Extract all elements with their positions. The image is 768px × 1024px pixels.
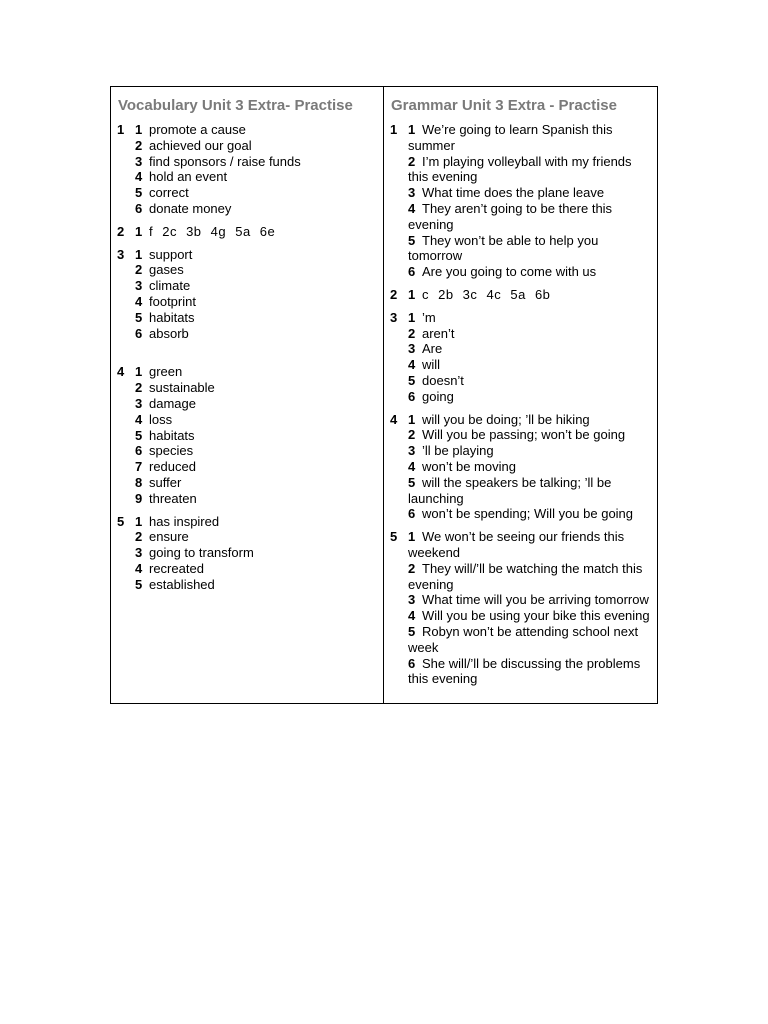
answer-number: 4	[408, 200, 416, 216]
exercise-number: 5	[117, 513, 125, 529]
answer-number: 2	[408, 325, 416, 341]
answer-number: 4	[135, 169, 143, 185]
answer-item	[135, 475, 377, 491]
grammar-exercises	[390, 122, 651, 687]
answer-item	[135, 412, 377, 428]
exercise	[117, 514, 377, 593]
answer-item	[408, 185, 651, 201]
answer-number: 8	[135, 474, 143, 490]
answer-text: ’m	[422, 309, 436, 325]
answer-number: 2	[135, 529, 143, 545]
answer-number: 4	[135, 560, 143, 576]
answer-number: 3	[135, 395, 143, 411]
answer-item	[135, 326, 377, 342]
answer-item	[135, 185, 377, 201]
answer-text: has inspired	[149, 513, 220, 529]
answer-item	[408, 201, 651, 233]
answer-item	[135, 396, 377, 412]
answer-number: 1	[408, 122, 416, 137]
exercise-answers	[135, 224, 377, 240]
answer-text: will the speakers be talking; ’ll be launching	[408, 474, 612, 506]
answer-text: established	[149, 576, 215, 592]
answer-number: 1	[408, 309, 416, 325]
answer-text: We won’t be seeing our friends this weekend	[408, 529, 625, 560]
answer-item	[408, 506, 651, 522]
answer-number: 3	[135, 278, 143, 294]
answer-item	[135, 364, 377, 380]
answer-text: doesn’t	[422, 372, 464, 388]
exercise	[117, 122, 377, 217]
answer-text: hold an event	[149, 169, 228, 185]
exercise-number: 4	[117, 364, 125, 380]
answer-item	[408, 341, 651, 357]
answer-number: 1	[408, 529, 416, 545]
answer-text: will you be doing; ’ll be hiking	[422, 411, 590, 427]
answer-item	[135, 169, 377, 185]
exercise-row	[117, 247, 377, 342]
answer-item	[408, 443, 651, 459]
exercise-number: 3	[117, 246, 125, 262]
exercise-answers	[135, 514, 377, 593]
answer-text: They will/’ll be watching the match this evening	[408, 560, 643, 592]
answer-number: 5	[135, 427, 143, 443]
answer-item	[135, 529, 377, 545]
answer-number: 2	[408, 153, 416, 169]
exercise-row	[390, 287, 651, 303]
answer-number: 2	[135, 137, 143, 153]
answer-text: going	[422, 388, 454, 404]
answer-text: gases	[149, 262, 184, 278]
answer-text: won’t be spending; Will you be going	[422, 506, 634, 522]
answer-text: aren’t	[422, 325, 455, 341]
answer-item	[408, 459, 651, 475]
answer-number: 2	[135, 262, 143, 278]
exercise-number: 1	[390, 122, 398, 137]
answer-number: 6	[408, 655, 416, 671]
answer-item	[135, 310, 377, 326]
exercise-answers	[135, 364, 377, 506]
exercise-row	[117, 122, 377, 217]
exercise	[390, 412, 651, 523]
answer-number: 3	[408, 443, 416, 459]
answer-item	[408, 624, 651, 656]
answer-text: support	[149, 246, 193, 262]
answer-item	[135, 514, 377, 530]
answer-text: habitats	[149, 427, 195, 443]
answer-item	[135, 262, 377, 278]
answer-item	[135, 577, 377, 593]
exercise	[390, 310, 651, 405]
exercise	[390, 287, 651, 303]
match-answers: f 2c 3b 4g 5a 6e	[149, 223, 276, 239]
exercise	[390, 122, 651, 280]
answer-text: I’m playing volleyball with my friends this evening	[408, 153, 632, 185]
answer-item	[135, 247, 377, 263]
exercise-row	[117, 364, 377, 506]
answer-item	[135, 491, 377, 507]
answer-number: 1	[135, 223, 143, 239]
grammar-title: Grammar Unit 3 Extra - Practise	[391, 97, 617, 114]
answer-text: find sponsors / raise funds	[149, 153, 301, 169]
answer-text: What time does the plane leave	[422, 185, 605, 201]
exercise-answers	[135, 122, 377, 217]
answer-text: promote a cause	[149, 122, 246, 137]
answer-item	[408, 389, 651, 405]
answer-number: 6	[408, 264, 416, 280]
answer-number: 9	[135, 490, 143, 506]
answer-number: 5	[135, 309, 143, 325]
answer-text: species	[149, 443, 194, 459]
exercise-answers	[408, 412, 651, 523]
answer-number: 4	[135, 411, 143, 427]
exercise-number: 2	[390, 286, 398, 302]
exercise-answers	[408, 529, 651, 687]
answer-text: Are you going to come with us	[422, 264, 597, 280]
answer-number: 5	[408, 623, 416, 639]
answer-item	[135, 545, 377, 561]
answer-text: damage	[149, 395, 196, 411]
answer-text: achieved our goal	[149, 137, 252, 153]
answer-text: Will you be using your bike this evening	[422, 608, 650, 624]
exercise-row	[390, 310, 651, 405]
answer-text: She will/’ll be discussing the problems this evening	[408, 655, 641, 687]
answer-number: 5	[135, 185, 143, 201]
answer-number: 6	[135, 443, 143, 459]
answer-item	[408, 412, 651, 428]
answer-number: 5	[408, 372, 416, 388]
answer-text: Are	[422, 341, 443, 357]
answer-number: 3	[408, 185, 416, 201]
exercise-answers	[135, 247, 377, 342]
answer-item	[135, 428, 377, 444]
answer-text: donate money	[149, 200, 232, 216]
answer-text: footprint	[149, 293, 196, 309]
exercise	[117, 364, 377, 506]
answer-number: 1	[408, 411, 416, 427]
answer-number: 5	[135, 576, 143, 592]
answer-key-table	[110, 86, 658, 704]
answer-item	[135, 224, 377, 240]
answer-item	[408, 310, 651, 326]
vocabulary-column	[111, 87, 384, 703]
answer-text: green	[149, 364, 183, 380]
answer-text: threaten	[149, 490, 197, 506]
answer-text: They aren’t going to be there this evening	[408, 200, 613, 232]
answer-number: 2	[135, 380, 143, 396]
answer-item	[408, 326, 651, 342]
answer-number: 3	[135, 153, 143, 169]
answer-number: 4	[408, 608, 416, 624]
answer-number: 4	[408, 458, 416, 474]
exercise-number: 5	[390, 529, 398, 545]
answer-item	[408, 233, 651, 265]
exercise	[117, 224, 377, 240]
answer-number: 2	[408, 427, 416, 443]
answer-number: 6	[135, 325, 143, 341]
answer-item	[408, 122, 651, 154]
answer-text: suffer	[149, 474, 182, 490]
answer-item	[408, 373, 651, 389]
answer-number: 6	[408, 506, 416, 522]
answer-text: ’ll be playing	[422, 443, 494, 459]
answer-item	[408, 656, 651, 688]
answer-number: 6	[408, 388, 416, 404]
answer-text: reduced	[149, 459, 196, 475]
answer-number: 1	[135, 513, 143, 529]
answer-text: What time will you be arriving tomorrow	[422, 592, 649, 608]
answer-item	[408, 427, 651, 443]
exercise-row	[390, 529, 651, 687]
answer-item	[408, 475, 651, 507]
answer-item	[135, 122, 377, 138]
exercise-row	[117, 224, 377, 240]
answer-number: 5	[408, 474, 416, 490]
answer-item	[408, 264, 651, 280]
exercise-row	[117, 514, 377, 593]
answer-number: 3	[408, 341, 416, 357]
answer-text: recreated	[149, 560, 204, 576]
answer-number: 4	[135, 293, 143, 309]
answer-number: 1	[135, 364, 143, 380]
answer-item	[135, 459, 377, 475]
answer-number: 2	[408, 560, 416, 576]
answer-text: We’re going to learn Spanish this summer	[408, 122, 613, 153]
exercise-number: 4	[390, 411, 398, 427]
answer-number: 5	[408, 232, 416, 248]
answer-text: sustainable	[149, 380, 215, 396]
answer-item	[135, 278, 377, 294]
answer-item	[408, 154, 651, 186]
answer-number: 4	[408, 357, 416, 373]
vocabulary-exercises	[117, 122, 377, 593]
answer-item	[408, 529, 651, 561]
answer-number: 1	[135, 246, 143, 262]
grammar-column	[384, 87, 657, 703]
answer-item	[408, 608, 651, 624]
answer-item	[135, 294, 377, 310]
answer-text: absorb	[149, 325, 189, 341]
answer-item	[135, 443, 377, 459]
match-answers: c 2b 3c 4c 5a 6b	[422, 286, 551, 302]
answer-text: Will you be passing; won’t be going	[422, 427, 626, 443]
exercise-number: 3	[390, 309, 398, 325]
exercise-answers	[408, 122, 651, 280]
exercise-answers	[408, 310, 651, 405]
exercise-number: 1	[117, 122, 125, 137]
exercise-number: 2	[117, 223, 125, 239]
answer-text: They won’t be able to help you tomorrow	[408, 232, 599, 264]
answer-item	[408, 592, 651, 608]
answer-number: 3	[135, 545, 143, 561]
answer-text: will	[422, 357, 441, 373]
answer-number: 7	[135, 459, 143, 475]
answer-text: Robyn won’t be attending school next week	[408, 623, 639, 655]
answer-item	[135, 380, 377, 396]
answer-text: habitats	[149, 309, 195, 325]
exercise-answers	[408, 287, 651, 303]
answer-number: 1	[408, 286, 416, 302]
answer-text: loss	[149, 411, 173, 427]
answer-item	[408, 287, 651, 303]
answer-item	[135, 154, 377, 170]
answer-text: ensure	[149, 529, 189, 545]
answer-text: going to transform	[149, 545, 254, 561]
answer-number: 1	[135, 122, 143, 137]
answer-text: won’t be moving	[422, 458, 516, 474]
exercise-row	[390, 122, 651, 280]
exercise-row	[390, 412, 651, 523]
answer-text: climate	[149, 278, 191, 294]
answer-text: correct	[149, 185, 189, 201]
answer-number: 3	[408, 592, 416, 608]
answer-item	[408, 561, 651, 593]
answer-item	[135, 138, 377, 154]
answer-item	[135, 561, 377, 577]
answer-item	[135, 201, 377, 217]
answer-number: 6	[135, 200, 143, 216]
answer-item	[408, 357, 651, 373]
exercise	[117, 247, 377, 342]
vocabulary-title: Vocabulary Unit 3 Extra- Practise	[118, 97, 353, 114]
exercise	[390, 529, 651, 687]
